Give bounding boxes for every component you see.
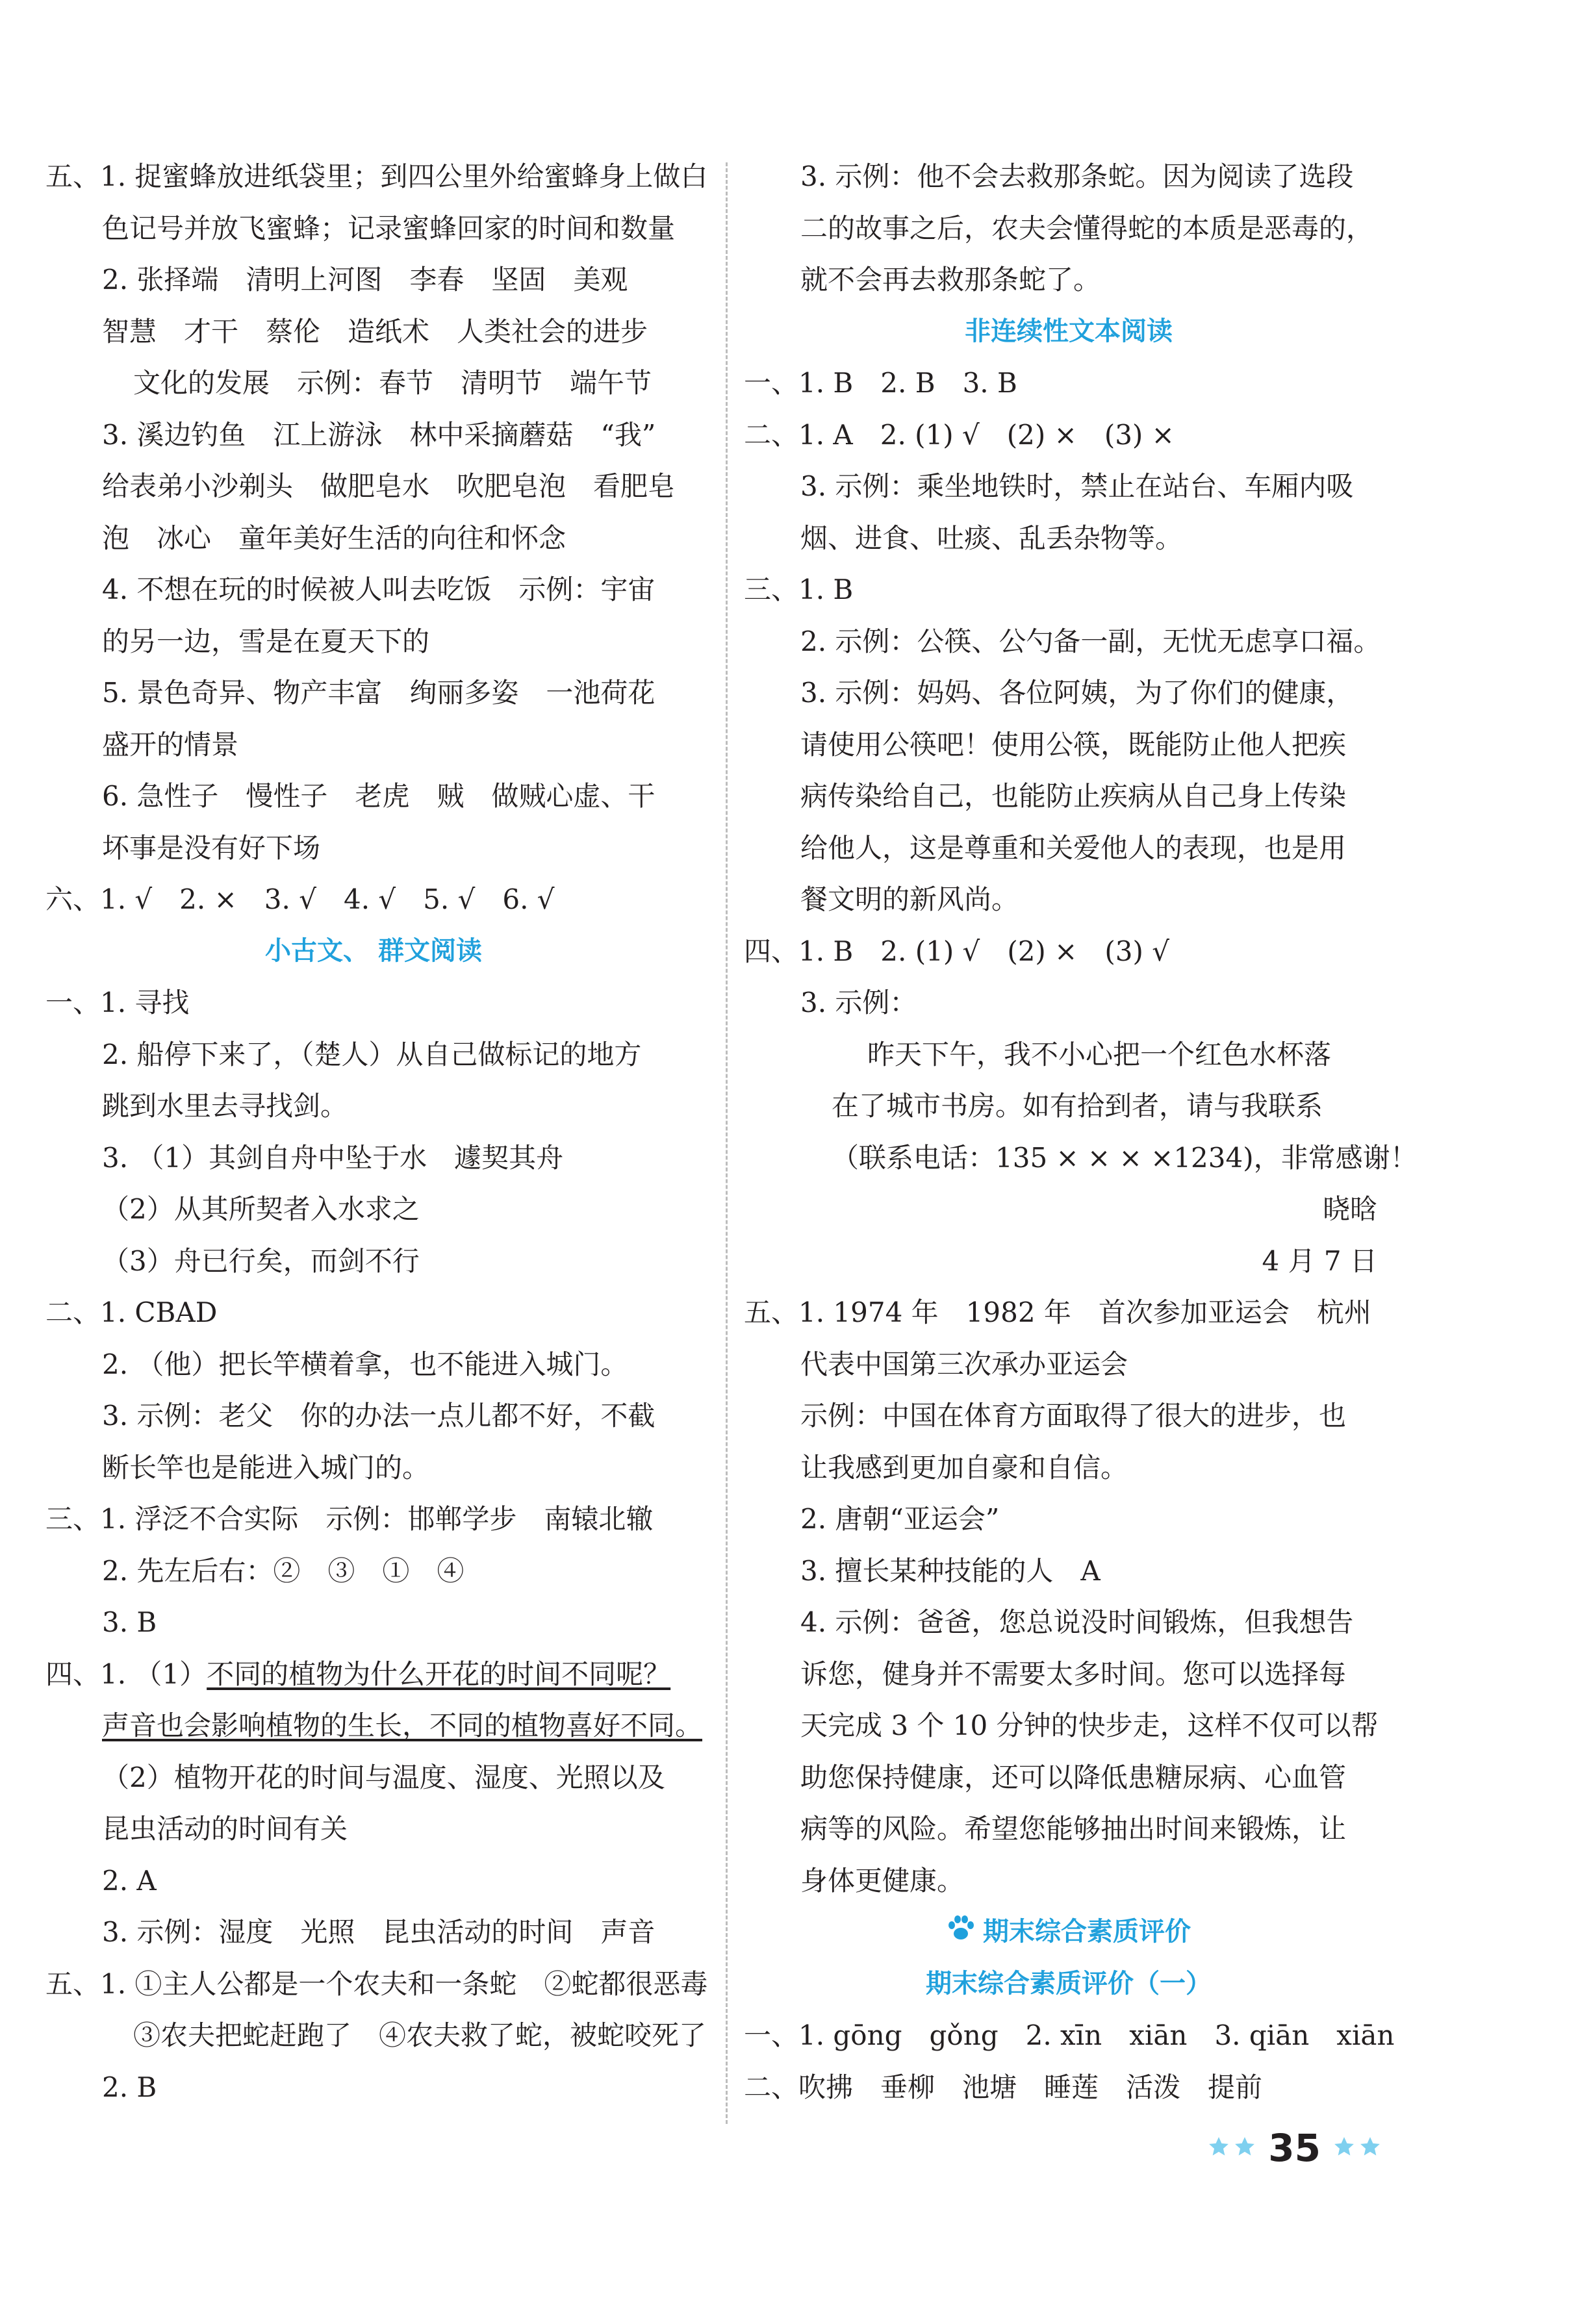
answer-line: 五、1. 捉蜜蜂放进纸袋里；到四公里外给蜜蜂身上做白: [45, 160, 708, 192]
answer-line: 餐文明的新风尚。: [800, 883, 1019, 915]
section-heading: 非连续性文本阅读: [965, 316, 1173, 346]
answer-line: （2）从其所契者入水求之: [102, 1193, 420, 1225]
answer-line: 智慧 才干 蔡伦 造纸术 人类社会的进步: [102, 315, 648, 347]
answer-line: 3. 示例：湿度 光照 昆虫活动的时间 声音: [102, 1916, 655, 1948]
star-icon: [1208, 2136, 1230, 2160]
note-signature: 晓晗: [1322, 1193, 1377, 1225]
answer-line: 3. 擅长某种技能的人 A: [800, 1554, 1101, 1587]
answer-line: 给表弟小沙剃头 做肥皂水 吹肥皂泡 看肥皂: [102, 470, 676, 502]
answer-line: 就不会再去救那条蛇了。: [800, 264, 1101, 296]
star-icon: [1234, 2136, 1256, 2160]
answer-line: 3. 示例：妈妈、各位阿姨，为了你们的健康，: [800, 677, 1354, 709]
answer-line: 2. （他）把长竿横着拿，也不能进入城门。: [102, 1348, 628, 1380]
left-column: [45, 151, 708, 2113]
answer-line: 一、1. gōng gǒng 2. xīn xiān 3. qiān xiān: [744, 2019, 1395, 2051]
answer-line: 病传染给自己，也能防止疾病从自己身上传染: [800, 780, 1347, 812]
right-column: [744, 151, 1418, 2113]
answer-line: 三、1. B: [744, 574, 854, 605]
column-divider: [726, 162, 728, 2124]
answer-line: 6. 急性子 慢性子 老虎 贼 做贼心虚、干: [102, 780, 655, 812]
answer-line: 一、1. B 2. B 3. B: [744, 367, 1017, 399]
page-number: 35: [1268, 2126, 1321, 2170]
answer-line: 二、1. CBAD: [45, 1296, 218, 1328]
answer-line: 2. A: [102, 1864, 157, 1897]
note-line: （联系电话：135 × × × ×1234)，非常感谢！: [832, 1141, 1418, 1174]
answer-line: 五、1. ①主人公都是一个农夫和一条蛇 ②蛇都很恶毒: [45, 1967, 708, 2000]
answer-line: 天完成 3 个 10 分钟的快步走，这样不仅可以帮: [800, 1710, 1379, 1741]
answer-line: 坏事是没有好下场: [102, 831, 321, 864]
answer-line: 3. 示例：老父 你的办法一点儿都不好，不截: [102, 1400, 655, 1432]
section-heading: [744, 1906, 1394, 1958]
paw-icon: [947, 1907, 975, 1959]
answer-line: [45, 1648, 702, 1700]
answer-line: （2）植物开花的时间与温度、湿度、光照以及: [102, 1761, 665, 1793]
answer-line: 4. 不想在玩的时候被人叫去吃饭 示例：宇宙: [102, 574, 655, 605]
answer-line: 昆虫活动的时间有关: [102, 1813, 348, 1845]
answer-line: 代表中国第三次承办亚运会: [800, 1348, 1128, 1380]
answer-line: 的另一边，雪是在夏天下的: [102, 625, 430, 657]
page-number-badge: [1206, 2125, 1383, 2171]
answer-line: 六、1. √ 2. × 3. √ 4. √ 5. √ 6. √: [45, 883, 555, 915]
answer-line: 3. B: [102, 1606, 157, 1638]
note-date: 4 月 7 日: [1262, 1244, 1377, 1277]
answer-line: 断长竿也是能进入城门的。: [102, 1451, 430, 1484]
answer-line: 五、1. 1974 年 1982 年 首次参加亚运会 杭州: [744, 1296, 1371, 1328]
star-icon: [1359, 2136, 1381, 2160]
answer-line: 身体更健康。: [800, 1864, 965, 1897]
answer-line: 3. 示例：乘坐地铁时，禁止在站台、车厢内吸: [800, 470, 1354, 502]
answer-line: 跳到水里去寻找剑。: [102, 1090, 348, 1122]
answer-line: 2. 示例：公筷、公勺备一副，无忧无虑享口福。: [800, 625, 1381, 657]
answer-line: 让我感到更加自豪和自信。: [800, 1451, 1128, 1484]
answer-line: 2. 先左后右：② ③ ① ④: [102, 1554, 465, 1587]
answer-line: 2. 张择端 清明上河图 李春 坚固 美观: [102, 264, 628, 296]
answer-line: 4. 示例：爸爸，您总说没时间锻炼，但我想告: [800, 1606, 1354, 1638]
answer-line: 盛开的情景: [102, 728, 239, 761]
answer-line: 2. 唐朝“亚运会”: [800, 1503, 1000, 1535]
answer-line: （3）舟已行矣，而剑不行: [102, 1244, 420, 1277]
answer-line: 3. 示例：他不会去救那条蛇。因为阅读了选段: [800, 160, 1354, 192]
section-heading-label: 期末综合素质评价: [983, 1917, 1191, 1947]
answer-line: 2. 船停下来了，（楚人）从自己做标记的地方: [102, 1038, 642, 1070]
answer-line: 四、1. B 2. (1) √ (2) × (3) √: [744, 935, 1169, 967]
answer-line: 二、吹拂 垂柳 池塘 睡莲 活泼 提前: [744, 2071, 1263, 2103]
answer-line: 3. 示例：: [800, 987, 917, 1018]
answer-line: ③农夫把蛇赶跑了 ④农夫救了蛇，被蛇咬死了: [133, 2019, 707, 2051]
answer-line: 诉您，健身并不需要太多时间。您可以选择每: [800, 1658, 1347, 1690]
answer-line: [45, 1700, 702, 1752]
section-heading: 小古文、 群文阅读: [265, 935, 482, 966]
answer-line: 请使用公筷吧！使用公筷，既能防止他人把疾: [800, 728, 1347, 761]
answer-line: 三、1. 浮泛不合实际 示例：邯郸学步 南辕北辙: [45, 1503, 654, 1535]
star-icon: [1333, 2136, 1355, 2160]
answer-prefix: 四、1. （1）: [45, 1658, 207, 1690]
answer-line: 2. B: [102, 2071, 157, 2103]
answer-line: 一、1. 寻找: [45, 987, 190, 1018]
answer-line: 二、1. A 2. (1) √ (2) × (3) ×: [744, 418, 1175, 451]
underlined-sentence: 不同的植物为什么开花的时间不同呢？: [207, 1658, 671, 1690]
underlined-sentence: 声音也会影响植物的生长，不同的植物喜好不同。: [102, 1710, 703, 1741]
answer-line: 病等的风险。希望您能够抽出时间来锻炼，让: [800, 1813, 1347, 1845]
note-line: 在了城市书房。如有拾到者，请与我联系: [832, 1090, 1323, 1122]
note-line: 昨天下午，我不小心把一个红色水杯落: [867, 1038, 1332, 1070]
answer-line: 烟、进食、吐痰、乱丢杂物等。: [800, 522, 1183, 554]
answer-line: 色记号并放飞蜜蜂；记录蜜蜂回家的时间和数量: [102, 212, 676, 244]
answer-line: 示例：中国在体育方面取得了很大的进步，也: [800, 1400, 1347, 1432]
answer-line: 助您保持健康，还可以降低患糖尿病、心血管: [800, 1761, 1347, 1793]
answer-line: 3. （1）其剑自舟中坠于水 遽契其舟: [102, 1141, 564, 1174]
answer-line: 泡 冰心 童年美好生活的向往和怀念: [102, 522, 566, 554]
section-heading: 期末综合素质评价（一）: [926, 1968, 1212, 1999]
answer-line: 文化的发展 示例：春节 清明节 端午节: [133, 367, 652, 399]
answer-line: 给他人，这是尊重和关爱他人的表现，也是用: [800, 831, 1347, 864]
answer-line: 二的故事之后，农夫会懂得蛇的本质是恶毒的，: [800, 212, 1374, 244]
answer-line: 3. 溪边钓鱼 江上游泳 林中采摘蘑菇 “我”: [102, 418, 656, 451]
answer-line: 5. 景色奇异、物产丰富 绚丽多姿 一池荷花: [102, 677, 655, 709]
